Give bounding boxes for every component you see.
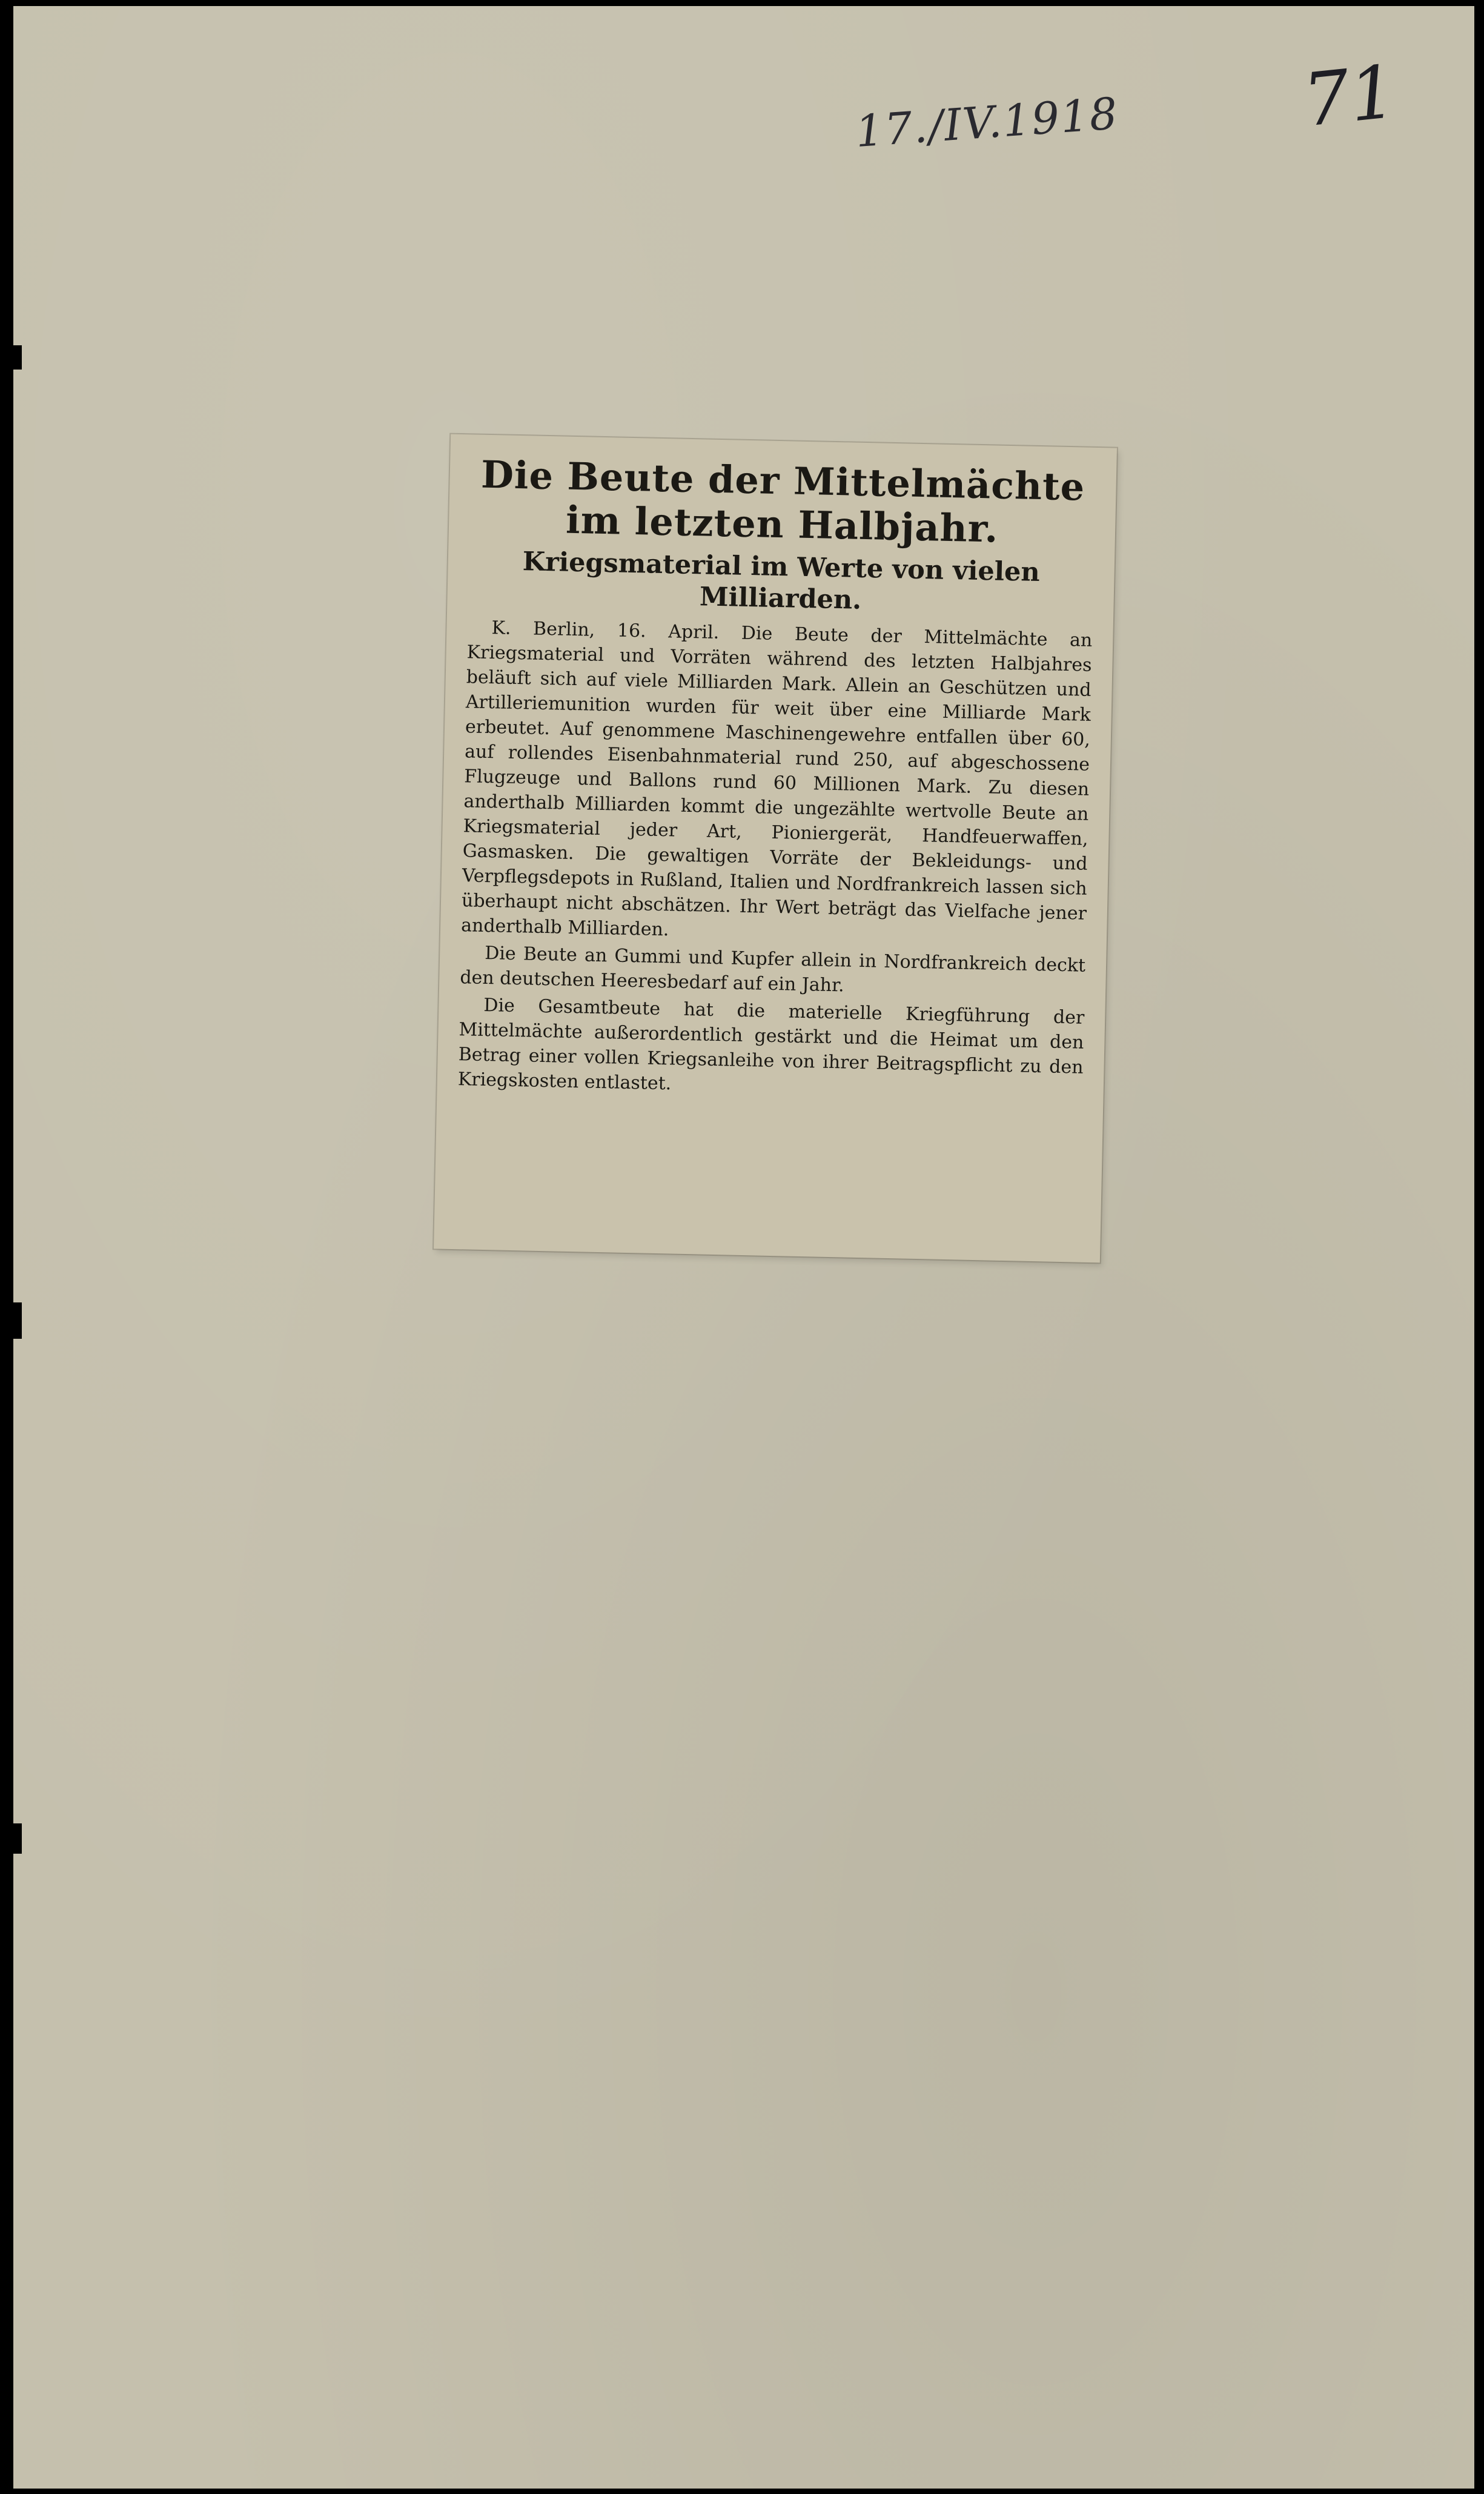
- torn-edge: [13, 345, 22, 370]
- article-paragraph: Die Gesamtbeute hat die materielle Kriegführung der Mittelmächte außerordentlich gestärkt und die Heimat um den Betrag einer vollen Kriegsanleihe von ihrer Beitragspflicht zu den Kriegskosten entlastet.: [457, 994, 1085, 1095]
- newspaper-clipping: [434, 434, 1117, 1263]
- article-headline: Die Beute der Mittelmächte im letzten Halbjahr.: [480, 452, 1085, 551]
- archive-sheet: [13, 6, 1474, 2489]
- faded-stamp: [680, 45, 861, 88]
- article-subheadline: Kriegsmaterial im Werte von vielen Milliarden.: [522, 546, 1041, 615]
- article-paragraph: K. Berlin, 16. April. Die Beute der Mittelmächte an Kriegsmaterial und Vorräten während des letzten Halbjahres beläuft sich auf viele Milliarden Mark. Allein an Geschützen und Artilleriemunition wurden für weit über eine Milliarde Mark erbeutet. Auf genommene Maschinengewehre entfallen über 60, auf rollendes Eisenbahnmaterial rund 250, auf abgeschossene Flugzeuge und Ballons rund 60 Millionen Mark. Zu diesen anderthalb Milliarden kommt die ungezählte wertvolle Beute an Kriegsmaterial jeder Art, Pioniergerät, Handfeuerwaffen, Gasmasken. Die gewaltigen Vorräte der Bekleidungs- und Verpflegsdepots in Rußland, Italien und Nordfrankreich lassen sich überhaupt nicht abschätzen. Ihr Wert beträgt das Vielfache jener anderthalb Milliarden.: [460, 617, 1093, 941]
- torn-edge: [13, 1302, 22, 1339]
- handwritten-folio-number: 71: [1299, 50, 1400, 144]
- article-paragraph: Die Beute an Gummi und Kupfer allein in Nordfrankreich deckt den deutschen Heeresbedarf auf ein Jahr.: [460, 942, 1086, 997]
- handwritten-date: 17./IV.1918: [853, 87, 1121, 158]
- torn-edge: [13, 1823, 22, 1854]
